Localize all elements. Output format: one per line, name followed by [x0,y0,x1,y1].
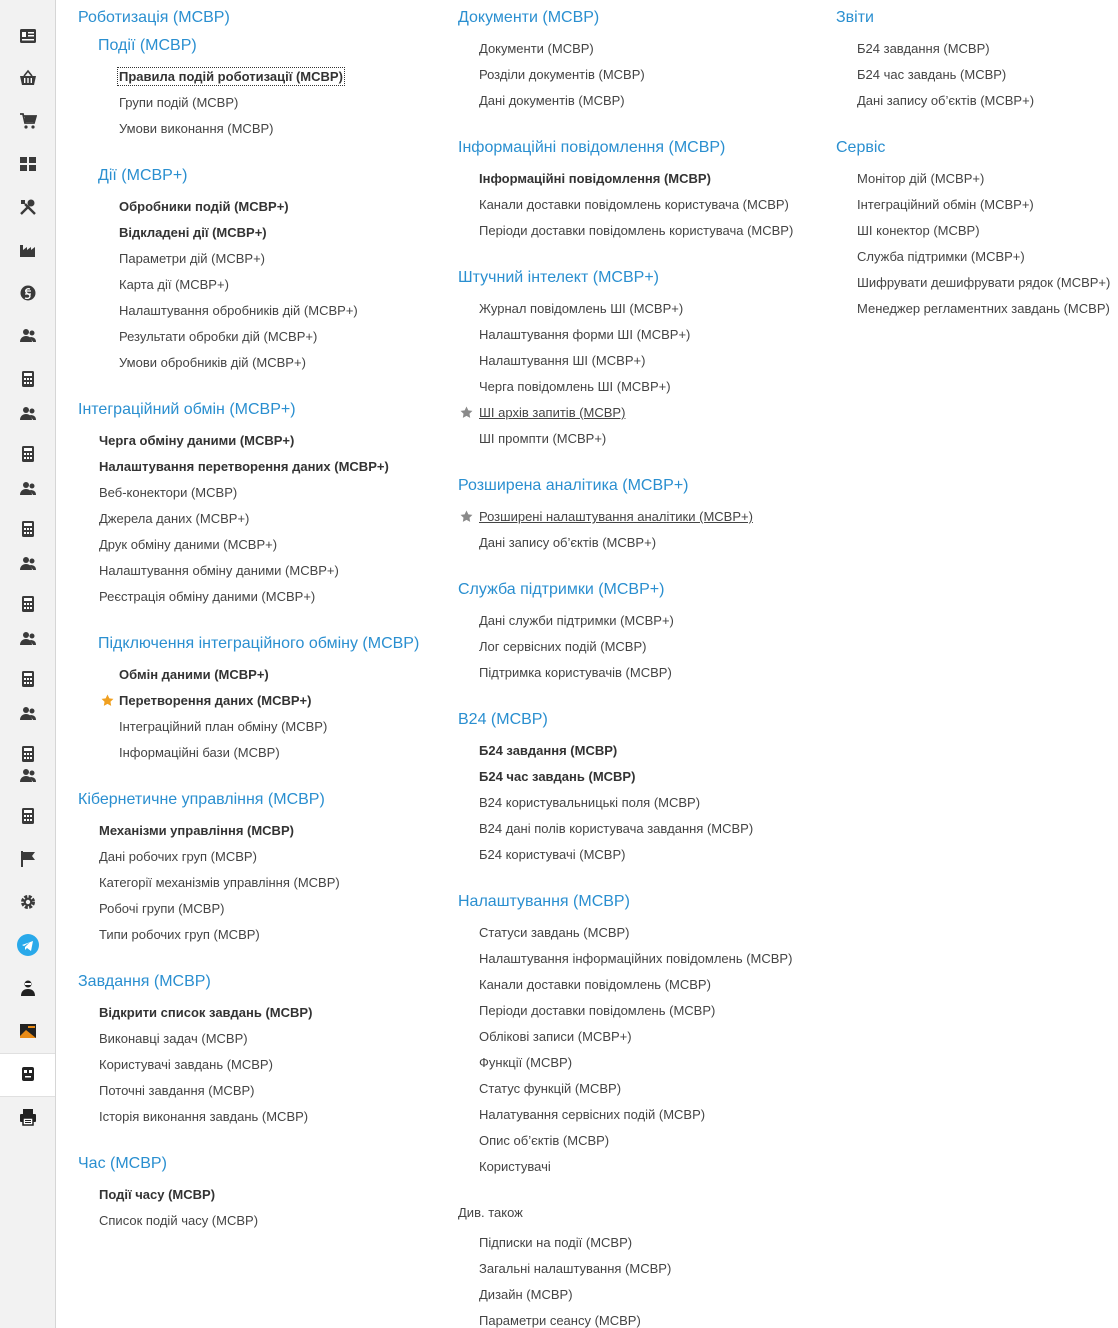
link-open-task-list[interactable]: Відкрити список завдань (МСВР) [99,1005,313,1020]
sidebar [0,0,56,1328]
section-service[interactable]: Сервіс [836,139,886,156]
link-user-delivery-periods[interactable]: Періоди доставки повідомлень користувача (МСВР) [479,223,794,238]
link-b24-task-field-data[interactable]: B24 дані полів користувача завдання (МСВР) [479,821,754,836]
link-exchange-settings[interactable]: Налаштування обміну даними (МСВР+) [99,563,339,578]
currency-icon[interactable] [17,282,39,304]
link-exchange-queue[interactable]: Черга обміну даними (МСВР+) [99,433,295,448]
link-support-data[interactable]: Дані служби підтримки (МСВР+) [479,613,674,628]
link-exchange-print[interactable]: Друк обміну даними (МСВР+) [99,537,278,552]
section-support[interactable]: Служба підтримки (МСВР+) [458,581,665,598]
link-general-settings[interactable]: Загальні налаштування (МСВР) [479,1261,672,1276]
link-event-rules[interactable]: Правила подій роботизації (МСВР) [119,69,343,84]
calculator-icon[interactable] [17,593,39,615]
calculator-icon[interactable] [17,805,39,827]
section-tasks[interactable]: Завдання (МСВР) [78,973,211,990]
link-delivery-channels[interactable]: Канали доставки повідомлень (МСВР) [479,977,711,992]
users-icon[interactable] [17,403,39,425]
link-action-map[interactable]: Карта дії (МСВР+) [119,277,229,292]
link-web-connectors[interactable]: Веб-конектори (МСВР) [99,485,238,500]
link-session-params[interactable]: Параметри сеансу (МСВР) [479,1313,641,1328]
link-report-b24-tasks[interactable]: Б24 завдання (МСВР) [857,41,990,56]
link-advanced-analytics-settings[interactable]: Розширені налаштування аналітики (МСВР+) [479,509,753,524]
link-handler-settings[interactable]: Налаштування обробників дій (МСВР+) [119,303,358,318]
link-info-bases[interactable]: Інформаційні бази (МСВР) [119,745,280,760]
link-transform-settings[interactable]: Налаштування перетворення даних (МСВР+) [99,459,389,474]
link-data-sources[interactable]: Джерела даних (МСВР+) [99,511,250,526]
users-icon[interactable] [17,765,39,787]
link-event-groups[interactable]: Групи подій (МСВР) [119,95,239,110]
link-current-tasks[interactable]: Поточні завдання (МСВР) [99,1083,255,1098]
link-exchange-plan[interactable]: Інтеграційний план обміну (МСВР) [119,719,328,734]
section-time[interactable]: Час (МСВР) [78,1155,167,1172]
link-object-record-data[interactable]: Дані запису об’єктів (МСВР+) [479,535,657,550]
link-workgroup-types[interactable]: Типи робочих груп (МСВР) [99,927,260,942]
section-integration[interactable]: Інтеграційний обмін (МСВР+) [78,401,296,418]
cart-icon[interactable] [17,110,39,132]
users-icon[interactable] [17,553,39,575]
link-support-service[interactable]: Служба підтримки (МСВР+) [857,249,1025,264]
section-reports[interactable]: Звіти [836,9,874,26]
see-also-label: Див. також [458,1205,523,1220]
calculator-icon[interactable] [17,518,39,540]
link-user-support[interactable]: Підтримка користувачів (МСВР) [479,665,672,680]
tools-icon[interactable] [17,196,39,218]
link-event-handlers[interactable]: Обробники подій (МСВР+) [119,199,289,214]
section-robotization[interactable]: Роботизація (МСВР) [78,9,230,26]
link-service-event-settings[interactable]: Налатування сервісних подій (МСВР) [479,1107,706,1122]
link-data-transformation[interactable]: Перетворення даних (МСВР+) [119,693,312,708]
calculator-icon[interactable] [17,743,39,765]
link-task-executors[interactable]: Виконавці задач (МСВР) [99,1031,248,1046]
printer-icon[interactable] [17,1106,39,1128]
link-report-b24-task-time[interactable]: Б24 час завдань (МСВР) [857,67,1007,82]
link-document-sections[interactable]: Розділи документів (МСВР) [479,67,645,82]
favorite-star-icon[interactable] [460,406,473,419]
link-service-event-log[interactable]: Лог сервісних подій (МСВР) [479,639,647,654]
calculator-icon[interactable] [17,443,39,465]
link-workgroup-data[interactable]: Дані робочих груп (МСВР) [99,849,257,864]
link-b24-users[interactable]: Б24 користувачі (МСВР) [479,847,626,862]
link-ai-prompts[interactable]: ШІ промпти (МСВР+) [479,431,607,446]
section-analytics[interactable]: Розширена аналітика (МСВР+) [458,477,689,494]
robot-icon[interactable] [17,1063,39,1085]
link-users[interactable]: Користувачі [479,1159,551,1174]
person-icon[interactable] [17,977,39,999]
link-ai-queue[interactable]: Черга повідомлень ШІ (МСВР+) [479,379,671,394]
users-icon[interactable] [17,325,39,347]
link-design[interactable]: Дизайн (МСВР) [479,1287,573,1302]
subsection-events[interactable]: Події (МСВР) [98,37,197,54]
section-settings[interactable]: Налаштування (МСВР) [458,893,630,910]
link-document-data[interactable]: Дані документів (МСВР) [479,93,625,108]
link-action-results[interactable]: Результати обробки дій (МСВР+) [119,329,318,344]
calculator-icon[interactable] [17,668,39,690]
users-icon[interactable] [17,703,39,725]
link-integration-exchange[interactable]: Інтеграційний обмін (МСВР+) [857,197,1034,212]
link-ai-form-settings[interactable]: Налаштування форми ШІ (МСВР+) [479,327,691,342]
link-exchange-registration[interactable]: Реєстрація обміну даними (МСВР+) [99,589,316,604]
calculator-icon[interactable] [17,368,39,390]
link-time-events[interactable]: Події часу (МСВР) [99,1187,216,1202]
subsection-connection[interactable]: Підключення інтеграційного обміну (МСВР) [98,635,420,652]
section-b24[interactable]: B24 (МСВР) [458,711,548,728]
link-execution-conditions[interactable]: Умови виконання (МСВР) [119,121,274,136]
section-ai[interactable]: Штучний інтелект (МСВР+) [458,269,659,286]
link-encrypt-decrypt[interactable]: Шифрувати дешифрувати рядок (МСВР+) [857,275,1111,290]
basket-icon[interactable] [17,67,39,89]
link-event-subscriptions[interactable]: Підписки на події (МСВР) [479,1235,633,1250]
gear-icon[interactable] [17,891,39,913]
link-ai-request-archive[interactable]: ШІ архів запитів (МСВР) [479,405,626,420]
link-handler-conditions[interactable]: Умови обробників дій (МСВР+) [119,355,306,370]
link-b24-user-fields[interactable]: B24 користувальницькі поля (МСВР) [479,795,701,810]
factory-icon[interactable] [17,239,39,261]
link-task-history[interactable]: Історія виконання завдань (МСВР) [99,1109,309,1124]
link-scheduled-jobs-manager[interactable]: Менеджер регламентних завдань (МСВР) [857,301,1110,316]
link-accounts[interactable]: Облікові записи (МСВР+) [479,1029,632,1044]
link-mechanism-categories[interactable]: Категорії механізмів управління (МСВР) [99,875,340,890]
link-ai-settings[interactable]: Налаштування ШІ (МСВР+) [479,353,646,368]
subsection-actions[interactable]: Дії (МСВР+) [98,167,188,184]
link-documents[interactable]: Документи (МСВР) [479,41,594,56]
landscape-icon[interactable] [17,1020,39,1042]
section-info-messages[interactable]: Інформаційні повідомлення (МСВР) [458,139,726,156]
flag-icon[interactable] [17,848,39,870]
link-report-object-record-data[interactable]: Дані запису об’єктів (МСВР+) [857,93,1035,108]
contacts-icon[interactable] [17,25,39,47]
users-icon[interactable] [17,628,39,650]
link-workgroups[interactable]: Робочі групи (МСВР) [99,901,225,916]
link-info-messages[interactable]: Інформаційні повідомлення (МСВР) [479,171,711,186]
section-cyber[interactable]: Кібернетичне управління (МСВР) [78,791,325,808]
telegram-icon[interactable] [17,934,39,956]
link-user-delivery-channels[interactable]: Канали доставки повідомлень користувача (МСВР) [479,197,789,212]
link-time-event-list[interactable]: Список подій часу (МСВР) [99,1213,259,1228]
favorite-star-icon[interactable] [101,694,114,707]
users-icon[interactable] [17,478,39,500]
link-info-message-settings[interactable]: Налаштування інформаційних повідомлень (МСВР) [479,951,793,966]
favorite-star-icon[interactable] [460,510,473,523]
link-deferred-actions[interactable]: Відкладені дії (МСВР+) [119,225,267,240]
link-function-status[interactable]: Статус функцій (МСВР) [479,1081,622,1096]
link-delivery-periods[interactable]: Періоди доставки повідомлень (МСВР) [479,1003,716,1018]
link-task-statuses[interactable]: Статуси завдань (МСВР) [479,925,630,940]
link-action-params[interactable]: Параметри дій (МСВР+) [119,251,265,266]
link-data-exchange[interactable]: Обмін даними (МСВР+) [119,667,269,682]
link-action-monitor[interactable]: Монітор дій (МСВР+) [857,171,985,186]
link-object-description[interactable]: Опис об’єктів (МСВР) [479,1133,610,1148]
link-ai-log[interactable]: Журнал повідомлень ШІ (МСВР+) [479,301,684,316]
link-ai-connector[interactable]: ШІ конектор (МСВР) [857,223,980,238]
link-functions[interactable]: Функції (МСВР) [479,1055,573,1070]
link-control-mechanisms[interactable]: Механізми управління (МСВР) [99,823,294,838]
link-b24-tasks[interactable]: Б24 завдання (МСВР) [479,743,618,758]
section-documents[interactable]: Документи (МСВР) [458,9,600,26]
grid-icon[interactable] [17,153,39,175]
link-task-users[interactable]: Користувачі завдань (МСВР) [99,1057,273,1072]
link-b24-task-time[interactable]: Б24 час завдань (МСВР) [479,769,636,784]
